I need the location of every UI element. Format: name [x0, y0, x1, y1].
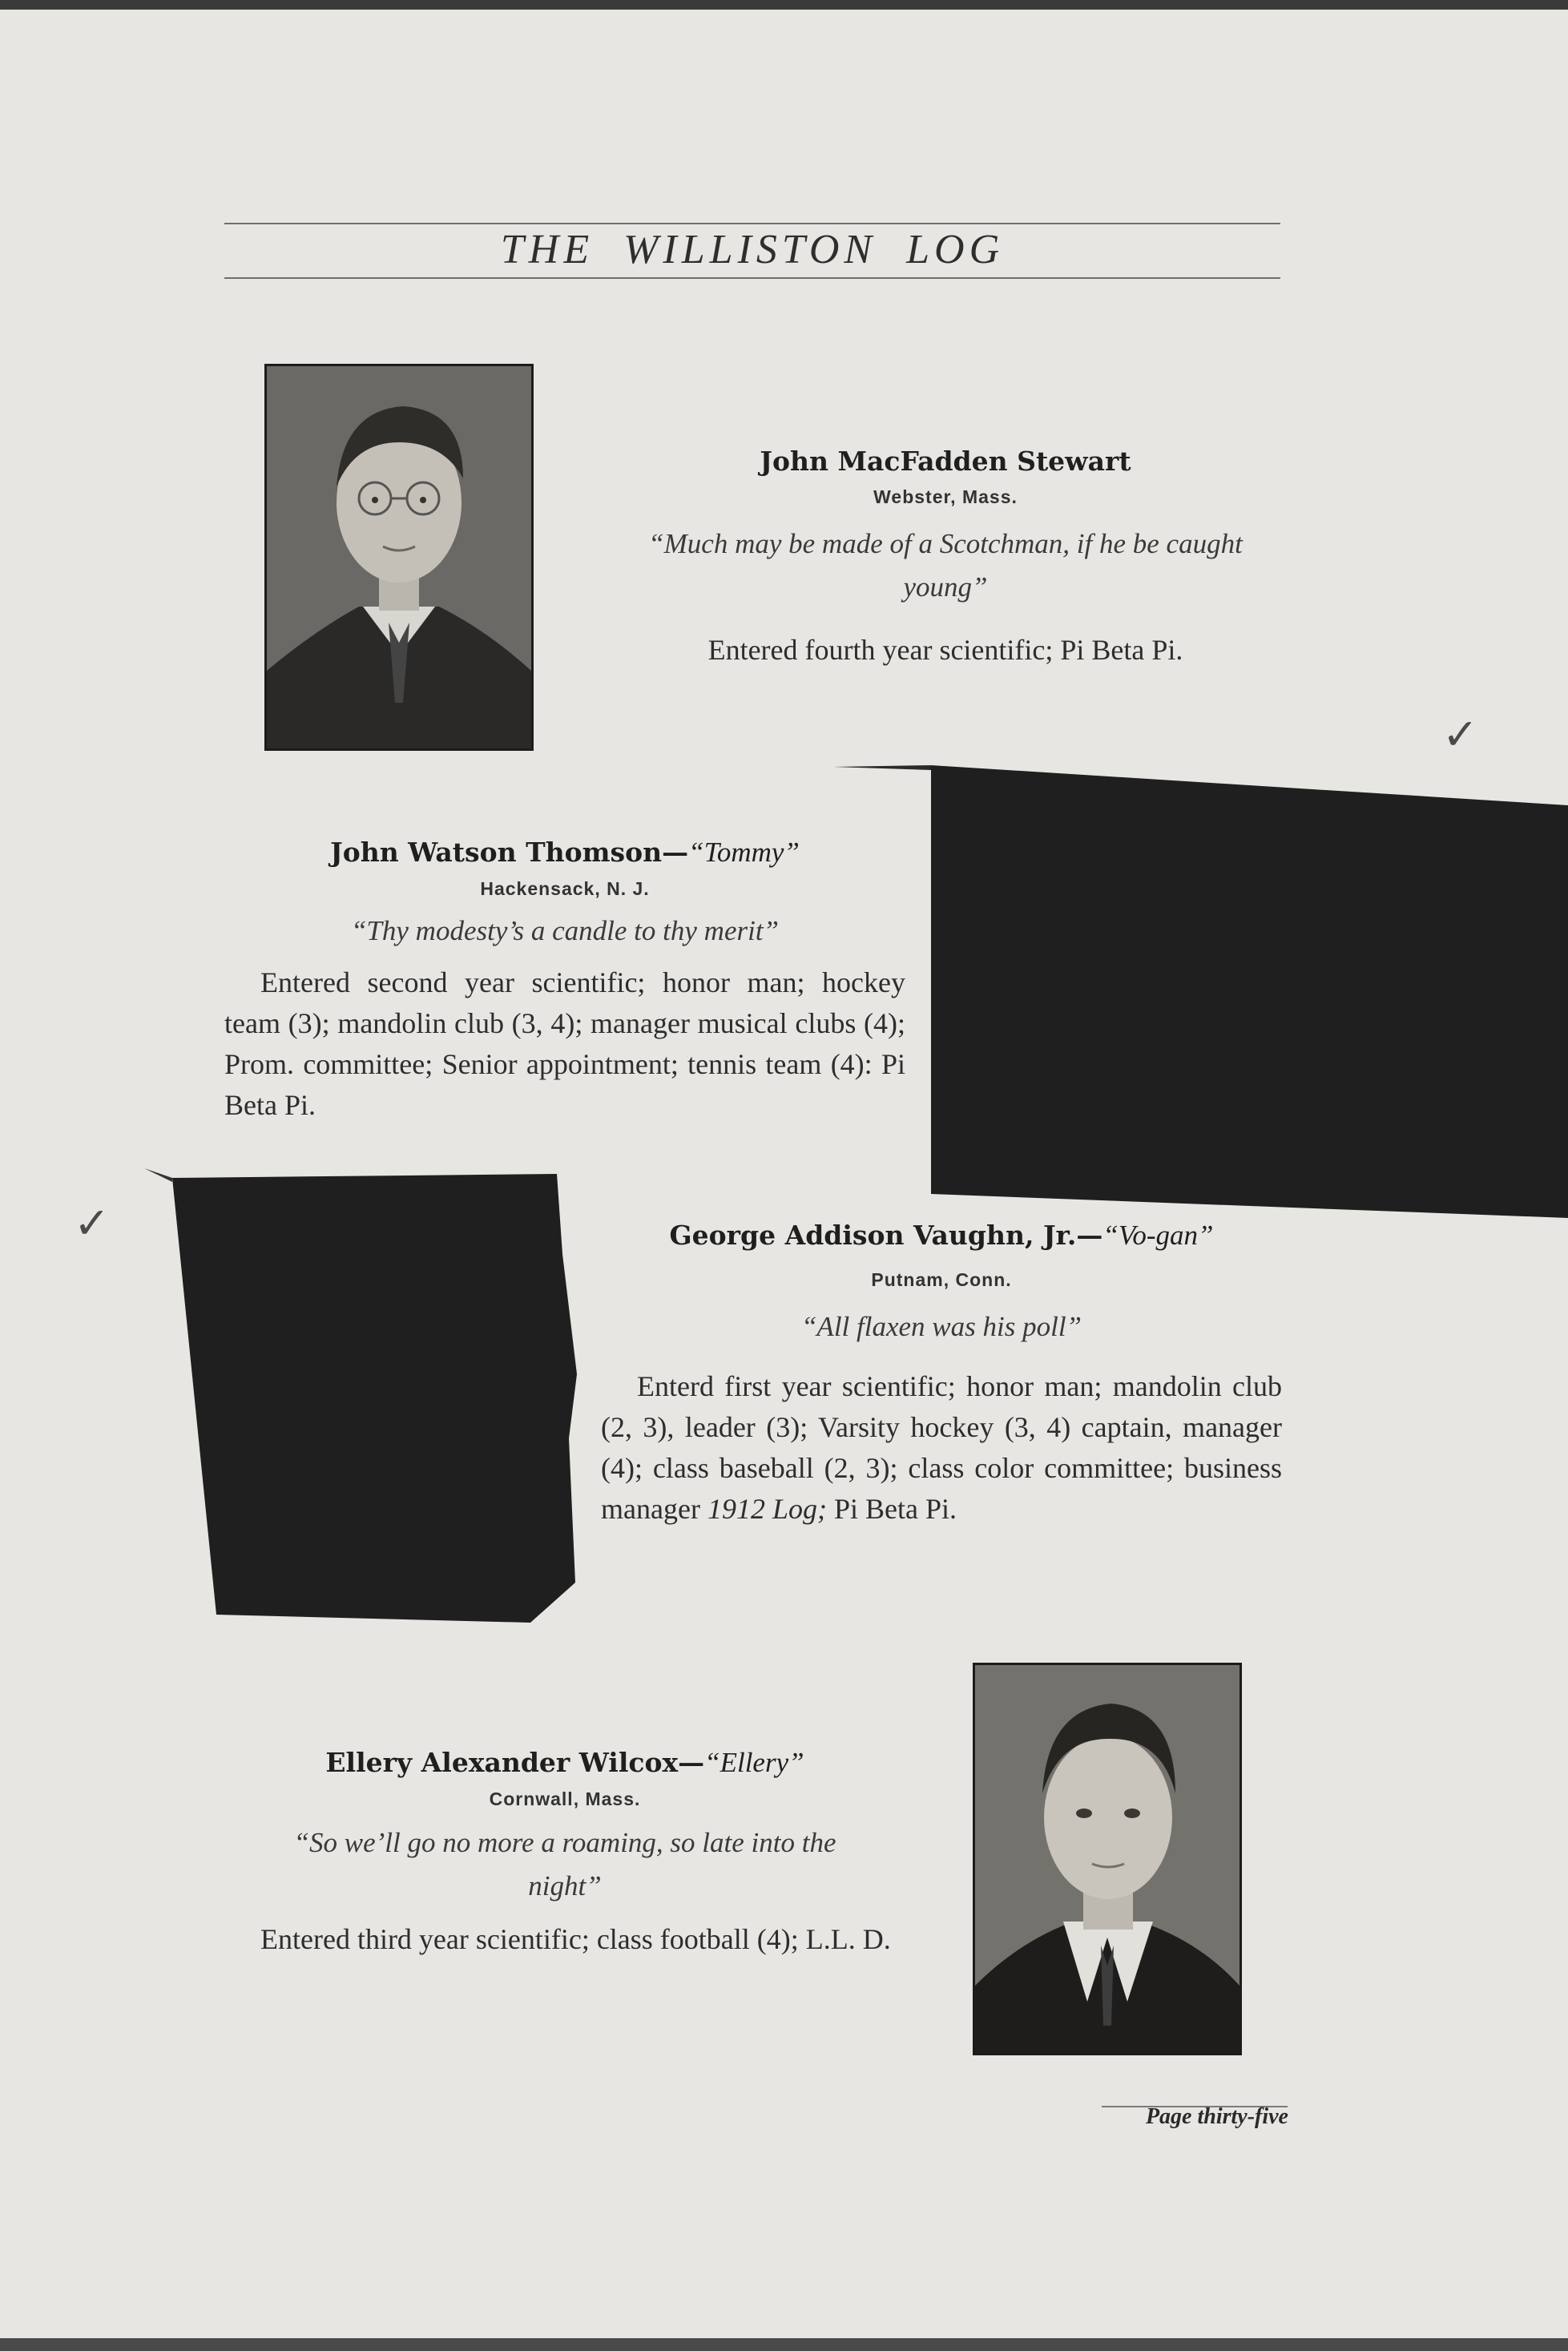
entry-place: Hackensack, N. J.: [480, 878, 650, 899]
entry-record: Entered third year scientific; class football (4); L.L. D.: [260, 1923, 891, 1955]
entry-vaughn: [601, 1220, 1282, 1530]
portrait-stewart-drawing: [267, 366, 531, 748]
entry-nickname: “Tommy”: [688, 837, 800, 868]
header-rule-bottom: [224, 277, 1280, 279]
entry-thomson: [224, 837, 905, 1126]
log-title-italic: 1912 Log;: [707, 1493, 827, 1525]
entry-name: John MacFadden Stewart: [760, 446, 1131, 477]
page-bottom-edge: [0, 2338, 1568, 2351]
check-mark-right: ✓: [1442, 711, 1479, 759]
entry-place: Cornwall, Mass.: [489, 1788, 641, 1809]
header-rule-top: [224, 223, 1280, 224]
entry-place: Webster, Mass.: [873, 486, 1018, 507]
check-mark-left: ✓: [74, 1200, 111, 1248]
portrait-wilcox-drawing: [975, 1665, 1239, 2053]
page-title: THE WILLISTON LOG: [500, 227, 1005, 272]
entry-record: Entered fourth year scientific; Pi Beta Pi.: [707, 634, 1183, 666]
page-number: Page thirty-five: [1145, 2104, 1288, 2129]
blackout-left-middle: [144, 1166, 585, 1631]
entry-record: Entered second year scientific; honor man; hockey team (3); mandolin club (3, 4); manager musical clubs (4); Prom. committee; Senior appointment; tennis team (4): Pi Beta Pi.: [224, 966, 905, 1121]
entry-name: Ellery Alexander Wilcox—“Ellery”: [325, 1747, 804, 1778]
entry-motto: “Thy modesty’s a candle to thy merit”: [350, 915, 780, 946]
entry-name: George Addison Vaughn, Jr.—“Vo-gan”: [669, 1220, 1214, 1251]
portrait-stewart: [264, 364, 534, 751]
page-top-edge: [0, 0, 1568, 10]
entry-motto: “All flaxen was his poll”: [800, 1311, 1082, 1342]
entry-record: Enterd first year scientific; honor man; mandolin club (2, 3), leader (3); Varsity hockey (3, 4) captain, manager (4); class baseball (2, 3); class color committee; business manager 1912 Log; Pi Beta Pi.: [601, 1370, 1282, 1525]
entry-name: John Watson Thomson—“Tommy”: [330, 837, 800, 868]
blackout-top-right: [833, 765, 1568, 1246]
entry-motto: “So we’ll go no more a roaming, so late into the night”: [293, 1827, 836, 1901]
entry-nickname: “Vo-gan”: [1102, 1220, 1214, 1251]
entry-nickname: “Ellery”: [704, 1747, 804, 1778]
entry-motto: “Much may be made of a Scotchman, if he be caught young”: [648, 528, 1243, 603]
entry-stewart: [625, 446, 1266, 671]
portrait-wilcox: [973, 1663, 1242, 2055]
entry-place: Putnam, Conn.: [871, 1269, 1012, 1290]
entry-wilcox: [224, 1747, 905, 1960]
